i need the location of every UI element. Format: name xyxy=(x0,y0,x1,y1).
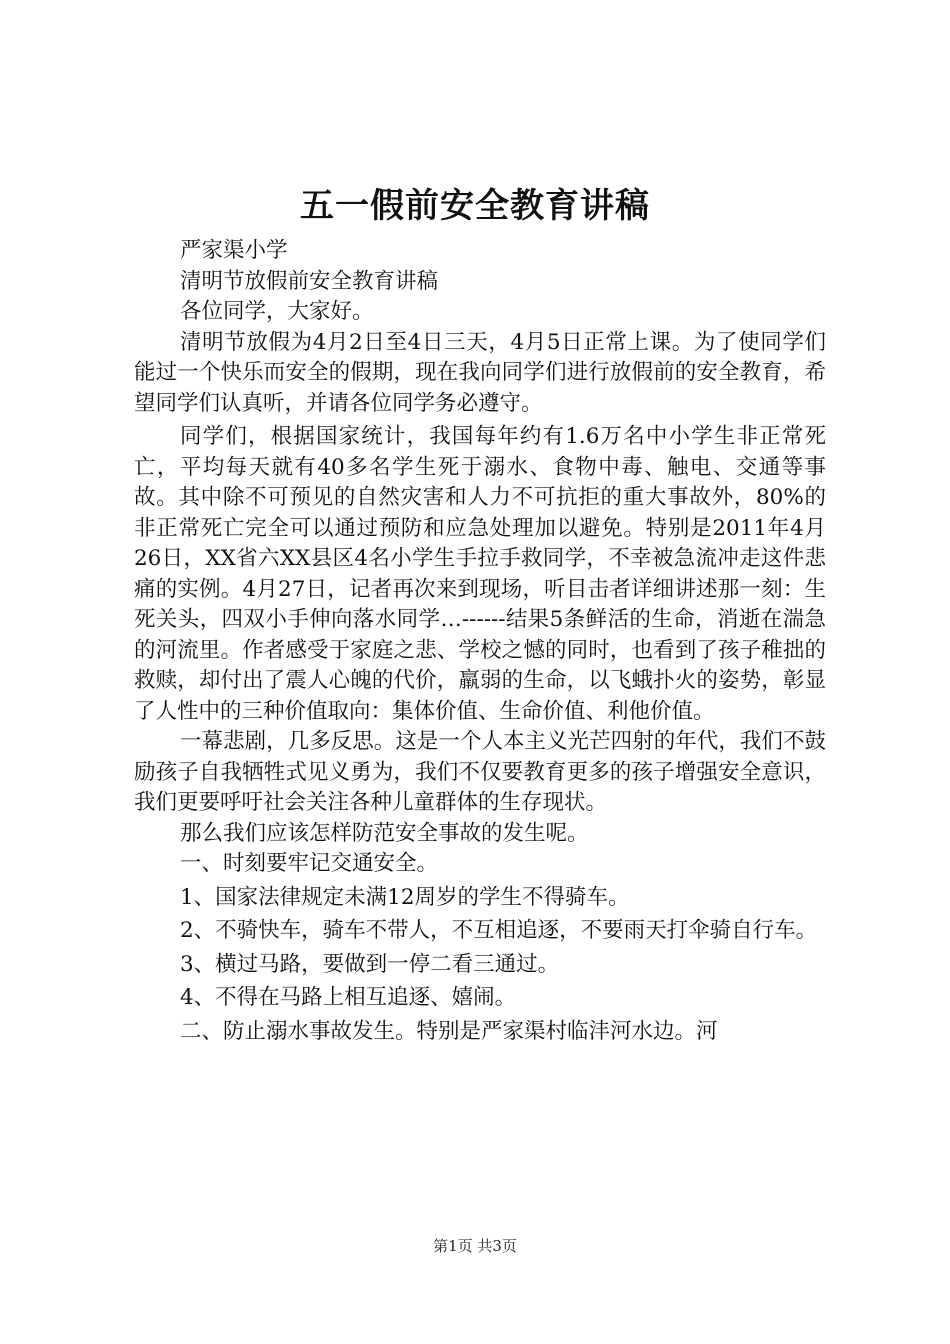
paragraph-traffic-heading: 一、时刻要牢记交通安全。 xyxy=(180,851,439,876)
paragraph-traffic-rule-4: 4、不得在马路上相互追逐、嬉闹。 xyxy=(180,985,517,1010)
page-number: 第1页 共3页 xyxy=(433,1237,517,1255)
paragraph-statistics: 同学们，根据国家统计，我国每年约有1.6万名中小学生非正常死亡，平均每天就有40多名学生死于溺水、食物中毒、触电、交通等事故。其中除不可预见的自然灾害和人力不可抗拒的重大事故外，80%的非正常死亡完全可以通过预防和应急处理加以避免。特别是2011年4月26日，XX省六XX县区4名小学生手拉手救同学，不幸被急流冲走这件悲痛的实例。4月27日，记者再次来到现场，听目击者详细讲述那一刻：生死关头，四双小手伸向落水同学…------结果5条鲜活的生命，消逝在湍急的河流里。作者感受于家庭之悲、学校之憾的同时，也看到了孩子稚拙的救赎，却付出了震人心魄的代价，羸弱的生命，以飞蛾扑火的姿势，彰显了人性中的三种价值取向：集体价值、生命价值、利他价值。 xyxy=(134,424,826,724)
paragraph-reflection: 一幕悲剧，几多反思。这是一个人本主义光芒四射的年代，我们不鼓励孩子自我牺牲式见义勇为，我们不仅要教育更多的孩子增强安全意识，我们更要呼吁社会关注各种儿童群体的生存现状。 xyxy=(134,729,826,815)
paragraph-drowning-heading: 二、防止溺水事故发生。特别是严家渠村临沣河水边。河 xyxy=(180,1018,718,1044)
paragraph-traffic-rule-3: 3、横过马路，要做到一停二看三通过。 xyxy=(180,951,560,977)
document-body xyxy=(134,236,826,1047)
paragraph-greeting: 各位同学，大家好。 xyxy=(180,299,374,324)
paragraph-question: 那么我们应该怎样防范安全事故的发生呢。 xyxy=(180,820,589,846)
paragraph-traffic-rule-1: 1、国家法律规定未满12周岁的学生不得骑车。 xyxy=(180,884,630,910)
paragraph-traffic-rule-2: 2、不骑快车，骑车不带人，不互相追逐，不要雨天打伞骑自行车。 xyxy=(180,918,818,943)
paragraph-subtitle: 清明节放假前安全教育讲稿 xyxy=(180,268,439,294)
document-title: 五一假前安全教育讲稿 xyxy=(300,186,650,226)
paragraph-school-name: 严家渠小学 xyxy=(180,238,288,263)
paragraph-holiday-notice: 清明节放假为4月2日至4日三天，4月5日正常上课。为了使同学们能过一个快乐而安全的假期，现在我向同学们进行放假前的安全教育，希望同学们认真听，并请各位同学务必遵守。 xyxy=(134,329,826,416)
